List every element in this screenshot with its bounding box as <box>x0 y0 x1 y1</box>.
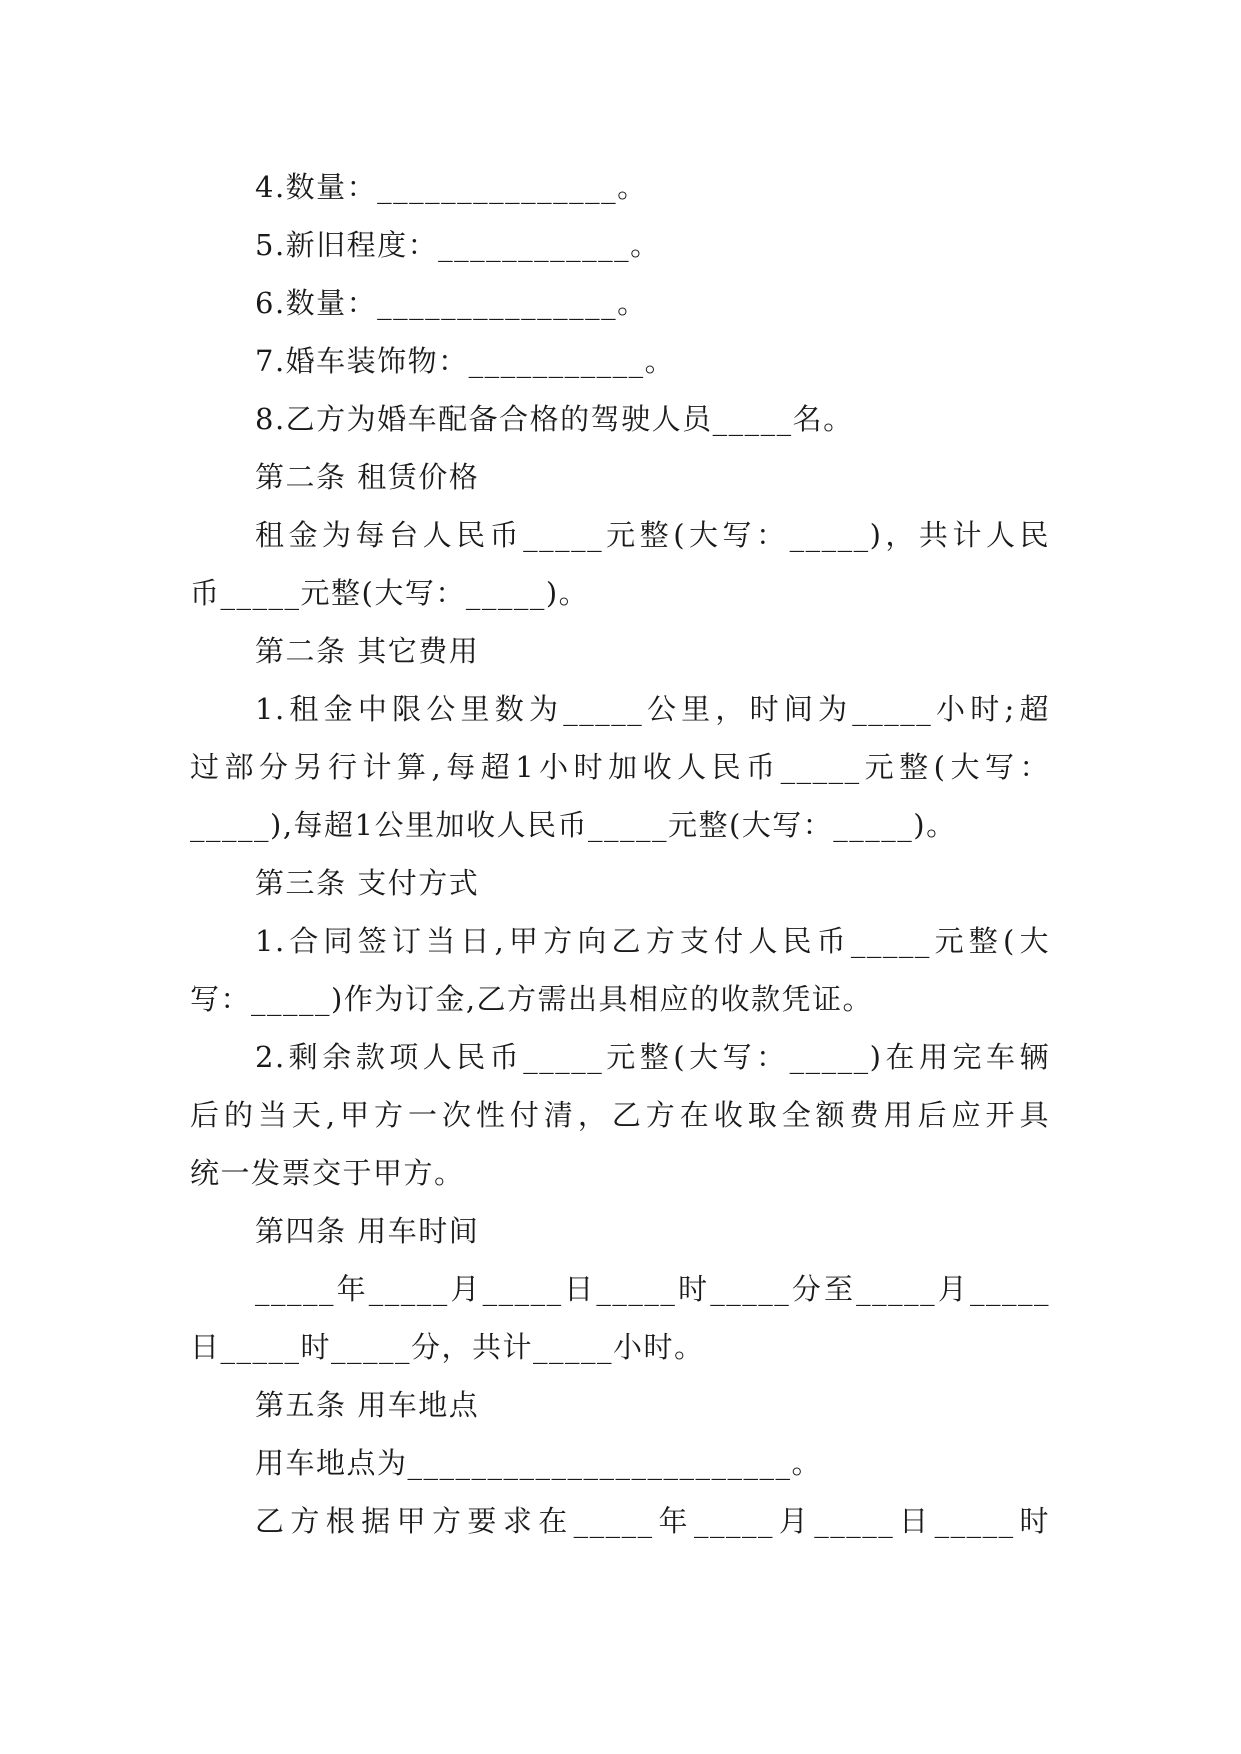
text-line: 币_____元整(大写：_____)。 <box>190 576 590 610</box>
text-line: _____),每超1公里加收人民币_____元整(大写：_____)。 <box>190 808 957 842</box>
text-line: 1.合同签订当日,甲方向乙方支付人民币_____元整(大 <box>255 924 1050 958</box>
contract-body <box>190 158 1050 1550</box>
text-line: 日_____时_____分，共计_____小时。 <box>190 1330 705 1364</box>
text-line: 租金为每台人民币_____元整(大写：_____)，共计人民 <box>255 518 1050 552</box>
text-line: 6.数量：_______________。 <box>255 286 648 320</box>
text-line: _____年_____月_____日_____时_____分至_____月_____ <box>255 1272 1050 1306</box>
text-line: 后的当天,甲方一次性付清，乙方在收取全额费用后应开具 <box>190 1098 1050 1132</box>
text-line: 第二条 其它费用 <box>255 634 480 668</box>
text-line: 第三条 支付方式 <box>255 866 480 900</box>
text-line: 第五条 用车地点 <box>255 1388 480 1422</box>
text-line: 8.乙方为婚车配备合格的驾驶人员_____名。 <box>255 402 854 436</box>
text-line: 第二条 租赁价格 <box>255 460 480 494</box>
text-line: 1.租金中限公里数为_____公里，时间为_____小时;超 <box>255 692 1050 726</box>
text-line: 过部分另行计算,每超1小时加收人民币_____元整(大写： <box>190 750 1050 784</box>
text-line: 乙方根据甲方要求在_____年_____月_____日_____时 <box>255 1504 1050 1538</box>
text-line: 7.婚车装饰物：___________。 <box>255 344 676 378</box>
text-line: 5.新旧程度：____________。 <box>255 228 661 262</box>
text-line: 2.剩余款项人民币_____元整(大写：_____)在用完车辆 <box>255 1040 1050 1074</box>
text-line: 用车地点为________________________。 <box>255 1446 823 1480</box>
text-line: 第四条 用车时间 <box>255 1214 480 1248</box>
text-line: 统一发票交于甲方。 <box>190 1156 465 1190</box>
text-line: 写：_____)作为订金,乙方需出具相应的收款凭证。 <box>190 982 874 1016</box>
text-line: 4.数量：_______________。 <box>255 170 648 204</box>
